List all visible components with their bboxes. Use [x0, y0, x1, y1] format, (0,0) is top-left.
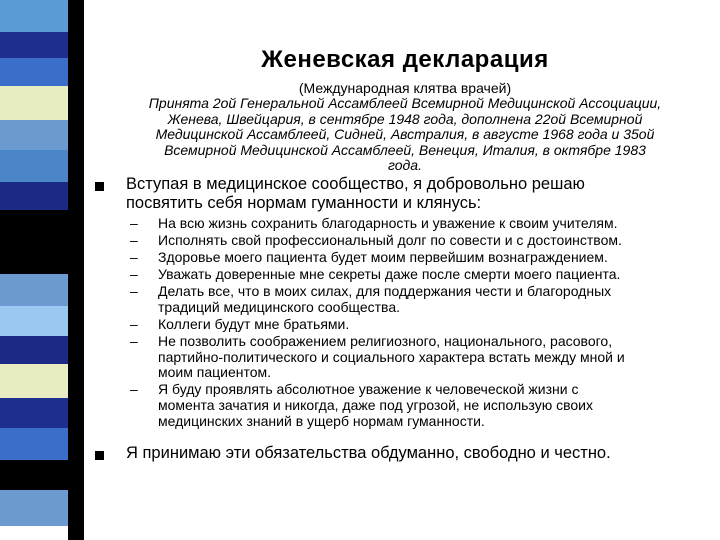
- stripe-block: [0, 460, 68, 490]
- adoption-line: года.: [388, 157, 422, 174]
- stripe-block: [0, 490, 68, 526]
- oath-point-line: Я буду проявлять абсолютное уважение к человеческой жизни с: [158, 381, 579, 398]
- stripe-block: [0, 364, 68, 398]
- dash-marker: –: [130, 316, 138, 333]
- adoption-line: Женева, Швейцария, в сентябре 1948 года, дополнена 22ой Всемирной: [167, 110, 643, 127]
- oath-point-line: традиций медицинского сообщества.: [158, 298, 400, 315]
- oath-point: [130, 317, 720, 333]
- adoption-line: Принята 2ой Генеральной Ассамблеей Всемирной Медицинской Ассоциации,: [148, 95, 662, 111]
- bullet-square-icon: [95, 451, 104, 460]
- dash-marker: –: [130, 266, 138, 283]
- stripe-block: [0, 150, 68, 182]
- stripe-block: [0, 182, 68, 210]
- dash-marker: –: [130, 283, 138, 300]
- stripe-block: [0, 398, 68, 428]
- oath-points: [130, 216, 720, 431]
- stripe-block: [0, 428, 68, 460]
- stripe-block: [0, 306, 68, 336]
- oath-point: [130, 382, 720, 429]
- stripe-block: [0, 120, 68, 150]
- stripe-block: [0, 244, 68, 274]
- dash-marker: –: [130, 215, 138, 231]
- oath-point-line: партийно-политического и социального характера встать между мной и: [158, 348, 625, 365]
- intro-line: Вступая в медицинское сообщество, я добровольно решаю: [126, 175, 585, 193]
- stripe-block: [0, 86, 68, 120]
- oath-point-line: Не позволить соображением религиозного, национального, расового,: [158, 333, 613, 350]
- oath-point-line: моим пациентом.: [158, 364, 272, 381]
- oath-point: [130, 267, 720, 283]
- intro-line: посвятить себя нормам гуманности и клянусь:: [126, 194, 482, 212]
- stripe-block: [0, 58, 68, 86]
- adoption-line: Всемирной Медицинской Ассамблеей, Венеция, Италия, в октябре 1983: [164, 141, 646, 158]
- oath-point: [130, 216, 720, 232]
- dash-marker: –: [130, 333, 138, 350]
- oath-point: [130, 233, 720, 249]
- subtitle: (Международная клятва врачей): [298, 80, 512, 96]
- page-title: Женевская декларация: [261, 46, 549, 73]
- stripe-border: [68, 0, 84, 540]
- oath-point-line: Исполнять свой профессиональный долг по совести и с достоинством.: [158, 232, 622, 249]
- oath-point-line: Здоровье моего пациента будет моим первейшим вознаграждением.: [158, 249, 608, 266]
- oath-point-line: момента зачатия и никогда, даже под угрозой, не использую своих: [158, 397, 593, 414]
- adoption-note: [92, 96, 718, 174]
- dash-marker: –: [130, 232, 138, 249]
- oath-point-line: На всю жизнь сохранить благодарность и уважение к своим учителям.: [158, 215, 618, 231]
- stripe-block: [0, 32, 68, 58]
- bullet-square-icon: [95, 182, 104, 191]
- dash-marker: –: [130, 249, 138, 266]
- stripe-block: [0, 274, 68, 306]
- oath-point: [130, 334, 720, 381]
- stripe-block: [0, 336, 68, 364]
- oath-point-line: Делать все, что в моих силах, для поддержания чести и благородных: [158, 283, 612, 300]
- oath-point-line: медицинских знаний в ущерб нормам гуманности.: [158, 412, 485, 429]
- decorative-stripe: [0, 0, 68, 540]
- oath-point: [130, 284, 720, 315]
- oath-point-line: Коллеги будут мне братьями.: [158, 316, 350, 333]
- dash-marker: –: [130, 381, 138, 398]
- oath-point-line: Уважать доверенные мне секреты даже после смерти моего пациента.: [158, 266, 621, 283]
- oath-point: [130, 250, 720, 266]
- closing-text: Я принимаю эти обязательства обдуманно, свободно и честно.: [126, 444, 611, 462]
- stripe-block: [0, 0, 68, 32]
- adoption-line: Медицинской Ассамблеей, Сидней, Австралия, в августе 1968 года и 35ой: [155, 126, 655, 143]
- stripe-block: [0, 210, 68, 244]
- intro-text: [126, 175, 716, 213]
